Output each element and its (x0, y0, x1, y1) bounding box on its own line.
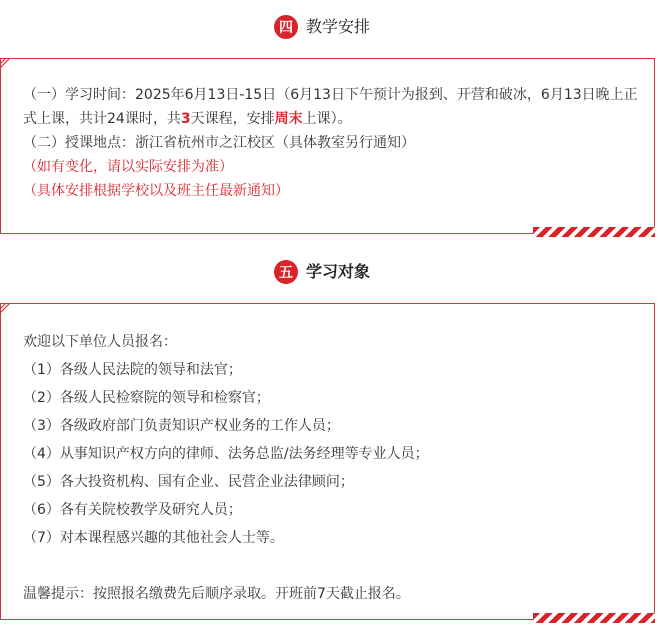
section-4-title: 教学安排 (306, 16, 374, 38)
list-item: （2）各级人民检察院的领导和检察官； (23, 390, 270, 406)
list-item: （1）各级人民法院的领导和法官； (23, 362, 242, 378)
course-days-highlight: 3 (180, 111, 191, 127)
section-4-header (0, 12, 658, 42)
study-time-text: （一）学习时间：2025年6月13日-15日（6月13日下午预计为报到、开营和破冰，6月13日晚上正式上课，共计24课时，共3天课程，安排周末上课）。 (23, 87, 638, 127)
section-4-box (0, 58, 655, 234)
section-5-content (23, 328, 638, 608)
section-5-box (0, 303, 655, 620)
weekend-highlight: 周末 (274, 111, 303, 127)
schedule-note: （具体安排根据学校以及班主任最新通知） (23, 183, 289, 199)
section-5-header (0, 257, 658, 287)
corner-decoration-icon (0, 303, 12, 315)
location-text: （二）授课地点：浙江省杭州市之江校区（具体教室另行通知） (23, 135, 415, 151)
section-5-number-badge: 五 (274, 260, 298, 284)
section-5-header-inner (274, 257, 374, 287)
list-item: （4）从事知识产权方向的律师、法务总监/法务经理等专业人员； (23, 446, 429, 462)
stripe-decoration (533, 613, 655, 623)
section-4-number-badge: 四 (274, 15, 298, 39)
stripe-decoration (533, 227, 655, 237)
change-note: （如有变化，请以实际安排为准） (23, 159, 233, 175)
intro-text: 欢迎以下单位人员报名： (23, 334, 177, 350)
section-4-header-inner (274, 12, 374, 42)
list-item: （5）各大投资机构、国有企业、民营企业法律顾问； (23, 474, 354, 490)
list-item: （3）各级政府部门负责知识产权业务的工作人员； (23, 418, 340, 434)
corner-decoration-icon (0, 58, 12, 70)
list-item: （6）各有关院校教学及研究人员； (23, 502, 242, 518)
warm-tip-text: 温馨提示：按照报名缴费先后顺序录取。开班前7天截止报名。 (23, 586, 410, 602)
section-5-title: 学习对象 (306, 261, 374, 283)
section-4-content (23, 83, 638, 203)
list-item: （7）对本课程感兴趣的其他社会人士等。 (23, 530, 284, 546)
